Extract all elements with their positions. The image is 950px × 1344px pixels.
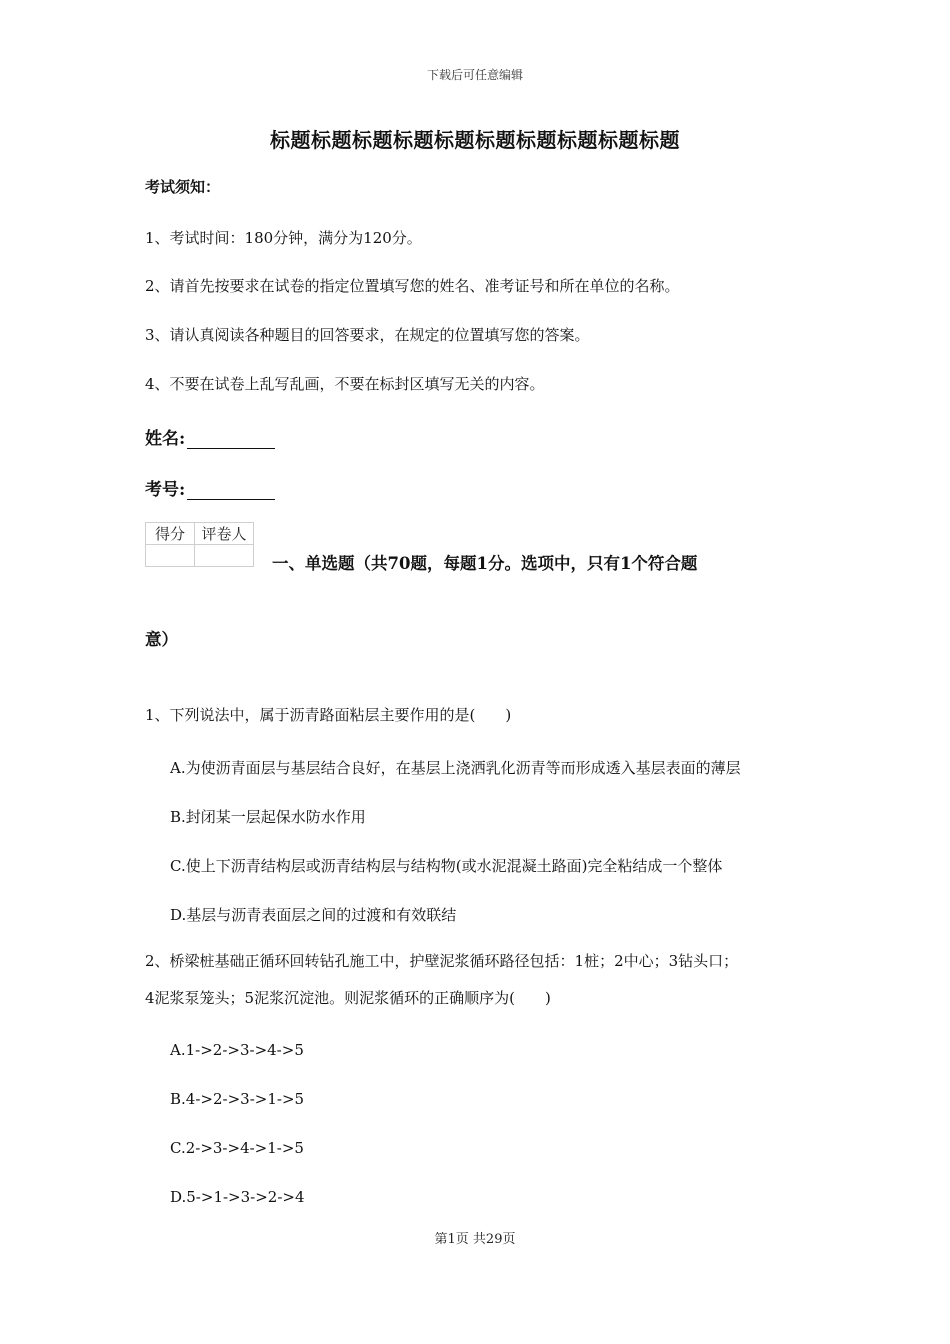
- section-title: 一、单选题（共70题，每题1分。选项中，只有1个符合题: [272, 554, 698, 573]
- grader-header: 评卷人: [195, 523, 254, 545]
- notice-item: 3、请认真阅读各种题目的回答要求，在规定的位置填写您的答案。: [145, 326, 590, 344]
- option: C.使上下沥青结构层或沥青结构层与结构物(或水泥混凝土路面)完全粘结成一个整体: [170, 857, 723, 875]
- option: B.4->2->3->1->5: [170, 1090, 305, 1108]
- name-field: [145, 424, 275, 449]
- notice-heading: 考试须知：: [145, 178, 221, 196]
- notice-item: 1、考试时间：180分钟，满分为120分。: [145, 229, 422, 247]
- notice-item: 4、不要在试卷上乱写乱画，不要在标封区填写无关的内容。: [145, 375, 545, 393]
- name-label: 姓名:: [145, 429, 186, 449]
- option: A.为使沥青面层与基层结合良好，在基层上浇洒乳化沥青等而形成透入基层表面的薄层: [170, 759, 741, 777]
- name-blank[interactable]: [187, 430, 275, 449]
- notice-item: 2、请首先按要求在试卷的指定位置填写您的姓名、准考证号和所在单位的名称。: [145, 277, 680, 295]
- option: C.2->3->4->1->5: [170, 1139, 304, 1157]
- header-note: 下载后可任意编辑: [426, 68, 523, 82]
- option: D.5->1->3->2->4: [170, 1188, 305, 1206]
- question-stem-continued: 4泥浆泵笼头；5泥浆沉淀池。则泥浆循环的正确顺序为( ): [145, 989, 551, 1007]
- option: D.基层与沥青表面层之间的过渡和有效联结: [170, 906, 457, 924]
- score-header: 得分: [146, 523, 195, 545]
- option: A.1->2->3->4->5: [170, 1041, 304, 1059]
- question-stem: 1、下列说法中，属于沥青路面粘层主要作用的是( ): [145, 706, 512, 724]
- page-footer: 第1页 共29页: [434, 1232, 516, 1247]
- exam-number-blank[interactable]: [187, 481, 275, 500]
- document-title: 标题标题标题标题标题标题标题标题标题标题: [270, 128, 680, 152]
- question-stem: 2、桥梁桩基础正循环回转钻孔施工中，护壁泥浆循环路径包括：1桩；2中心；3钻头口；: [145, 952, 739, 970]
- exam-number-field: [145, 475, 275, 500]
- score-table: [145, 522, 254, 567]
- exam-number-label: 考号:: [145, 480, 186, 500]
- grader-cell: [195, 545, 254, 567]
- option: B.封闭某一层起保水防水作用: [170, 808, 366, 826]
- score-cell: [146, 545, 195, 567]
- section-title-continued: 意）: [145, 630, 178, 649]
